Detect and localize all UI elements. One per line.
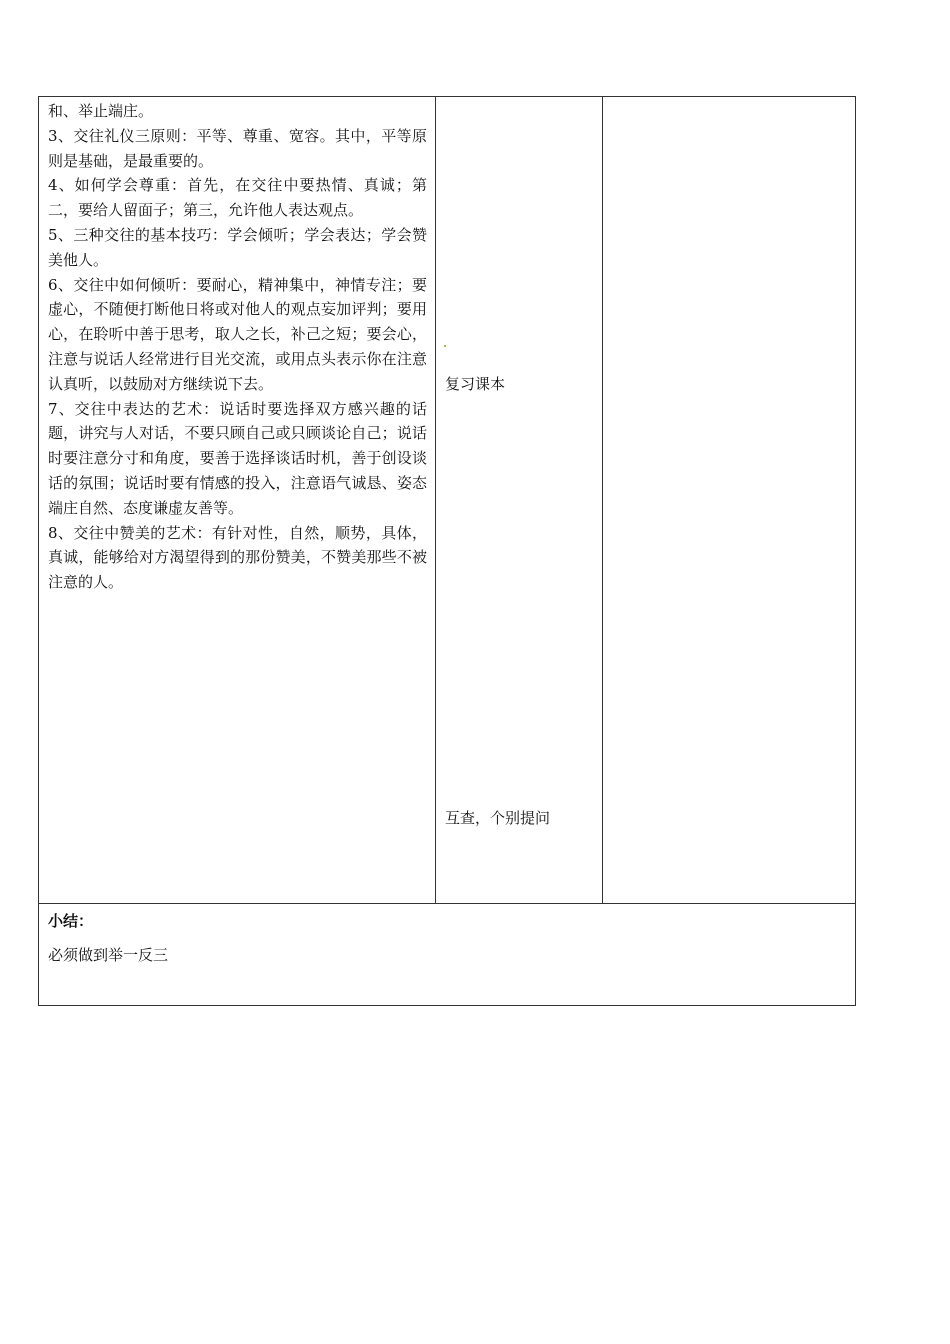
paragraph-7: 7、交往中表达的艺术：说话时要选择双方感兴趣的话题，讲究与人对话，不要只顾自己或只顾谈论自己；说话时要注意分寸和角度，要善于选择谈话时机，善于创设谈话的氛围；说话时要有情感的投入，注意语气诚恳、姿态端庄自然、态度谦虚友善等。 xyxy=(48,399,427,517)
empty-cell xyxy=(603,97,856,904)
paragraph-5: 5、三种交往的基本技巧：学会倾听；学会表达；学会赞美他人。 xyxy=(48,225,427,269)
content-row xyxy=(39,97,856,904)
summary-cell xyxy=(39,904,856,1006)
paragraph-4: 4、如何学会尊重：首先，在交往中要热情、真诚；第二，要给人留面子；第三，允许他人表达观点。 xyxy=(48,176,427,220)
speck-mark xyxy=(444,345,446,347)
summary-text: 必须做到举一反三 xyxy=(48,946,169,964)
paragraph-intro: 和、举止端庄。 xyxy=(48,102,154,120)
content-text xyxy=(39,97,435,595)
paragraph-8: 8、交往中赞美的艺术：有针对性，自然，顺势，具体，真诚，能够给对方渴望得到的那份赞美，不赞美那些不被注意的人。 xyxy=(48,523,427,592)
content-cell xyxy=(39,97,436,904)
review-note: 复习课本 xyxy=(445,375,506,393)
lesson-table xyxy=(38,96,856,1006)
summary-title: 小结： xyxy=(48,912,94,930)
activity-cell xyxy=(436,97,603,904)
check-note: 互查，个别提问 xyxy=(445,809,551,827)
paragraph-3: 3、交往礼仪三原则：平等、尊重、宽容。其中，平等原则是基础，是最重要的。 xyxy=(48,126,427,170)
paragraph-6: 6、交往中如何倾听：要耐心，精神集中，神情专注；要虚心，不随便打断他日将或对他人的观点妄加评判；要用心，在聆听中善于思考，取人之长，补己之短；要会心，注意与说话人经常进行目光交流，或用点头表示你在注意认真听，以鼓励对方继续说下去。 xyxy=(48,275,427,393)
summary-row xyxy=(39,904,856,1006)
